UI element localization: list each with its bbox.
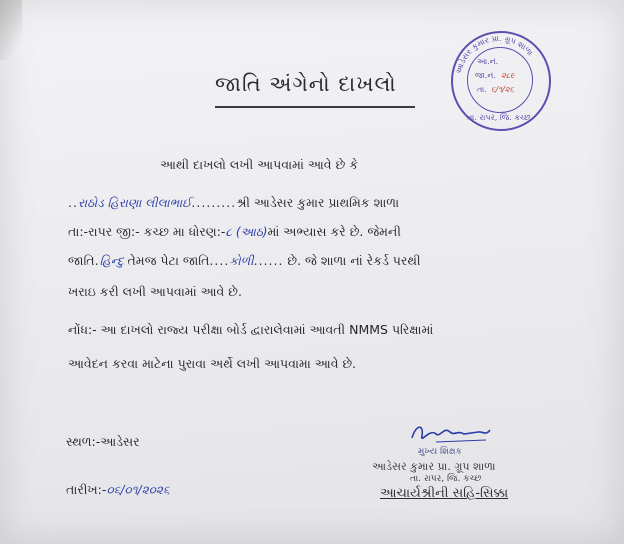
studies-text: માં અભ્યાસ કરે છે. જેમની xyxy=(267,224,401,239)
standard-value: ૮ (આઠ) xyxy=(225,225,268,239)
document-title: જાતિ અંગેનો દાખલો xyxy=(215,72,397,96)
stamp-bottom-text: તા. રાપર, જિ. કચ્છ xyxy=(467,113,531,122)
school-name: શ્રી આડેસર કુમાર પ્રાથમિક શાળા xyxy=(236,195,400,210)
stamp-line1: આ.નં. xyxy=(477,57,499,66)
caste-value: હિન્દુ xyxy=(99,254,124,268)
stamp-line2-label: જા.નં. xyxy=(475,71,496,80)
paper-fold-shadow xyxy=(0,0,22,60)
para1-line5: ખરાઇ કરી લખી આપવામાં આવે છે. xyxy=(68,284,242,299)
note-line1: નોંધ:- આ દાખલો રાજ્ય પરીક્ષા બોર્ડ દ્વારાલેવામાં આવતી NMMS પરિક્ષામાં xyxy=(68,322,434,337)
principal-signature xyxy=(406,420,496,448)
para1-line4: જાતિ.હિન્દુ તેમજ પેટા જાતિ....કોળી...... છે. જે શાળા નાં રેકર્ડ પરથી xyxy=(68,253,421,268)
date-row xyxy=(66,482,170,498)
stamp-line2-value: ૨૮૯ xyxy=(501,71,515,80)
para1-line1: આથી દાખલો લખી આપવામાં આવે છે કે xyxy=(160,157,359,172)
school-stamp xyxy=(451,31,551,131)
school-stamp-line: આડેસર કુમાર પ્રા. ગ્રૂપ શાળા xyxy=(372,460,496,473)
para1-line3 xyxy=(68,224,401,240)
note-line2: આવેદન કરવા માટેના પુરાવા અર્થે લખી આપવામા આવે છે. xyxy=(68,356,357,371)
stamp-line3-value: ૬/૧/૨૬ xyxy=(491,85,514,94)
taluka-district: તા:-રાપર જી:- કચ્છ મા ધોરણ:- xyxy=(68,224,226,239)
para1-line2: ..રાઠોડ હિરાણા લીલાભાઈ.........શ્રી આડેસર કુમાર પ્રાથમિક શાળા xyxy=(68,195,400,210)
title-underline xyxy=(215,106,415,108)
place-text: સ્થળ:-આડેસર xyxy=(66,434,140,449)
stamp-ring-text: આડેસર કુમાર પ્રા. ગ્રૂપ શાળા xyxy=(454,33,535,75)
caste-label: જાતિ xyxy=(68,253,95,268)
subcaste-value: કોળી xyxy=(229,254,254,268)
student-name: રાઠોડ હિરાણા લીલાભાઈ xyxy=(77,196,192,210)
date-label: તારીખ:- xyxy=(66,482,107,497)
stamp-line3-label: તા. xyxy=(477,85,487,94)
date-value: ૦૬/૦૧/૨૦૨૬ xyxy=(106,483,170,497)
principal-role: મુખ્ય શિક્ષક xyxy=(418,447,462,457)
subcaste-label: તેમજ પેટા જાતિ xyxy=(127,253,210,268)
principal-seal-label: આચાર્યશ્રીની સહિ-સિક્કા xyxy=(380,486,509,501)
school-location-line: તા. રાપર, જિ. કચ્છ xyxy=(410,474,482,484)
record-text: છે. જે શાળા નાં રેકર્ડ પરથી xyxy=(287,253,421,268)
